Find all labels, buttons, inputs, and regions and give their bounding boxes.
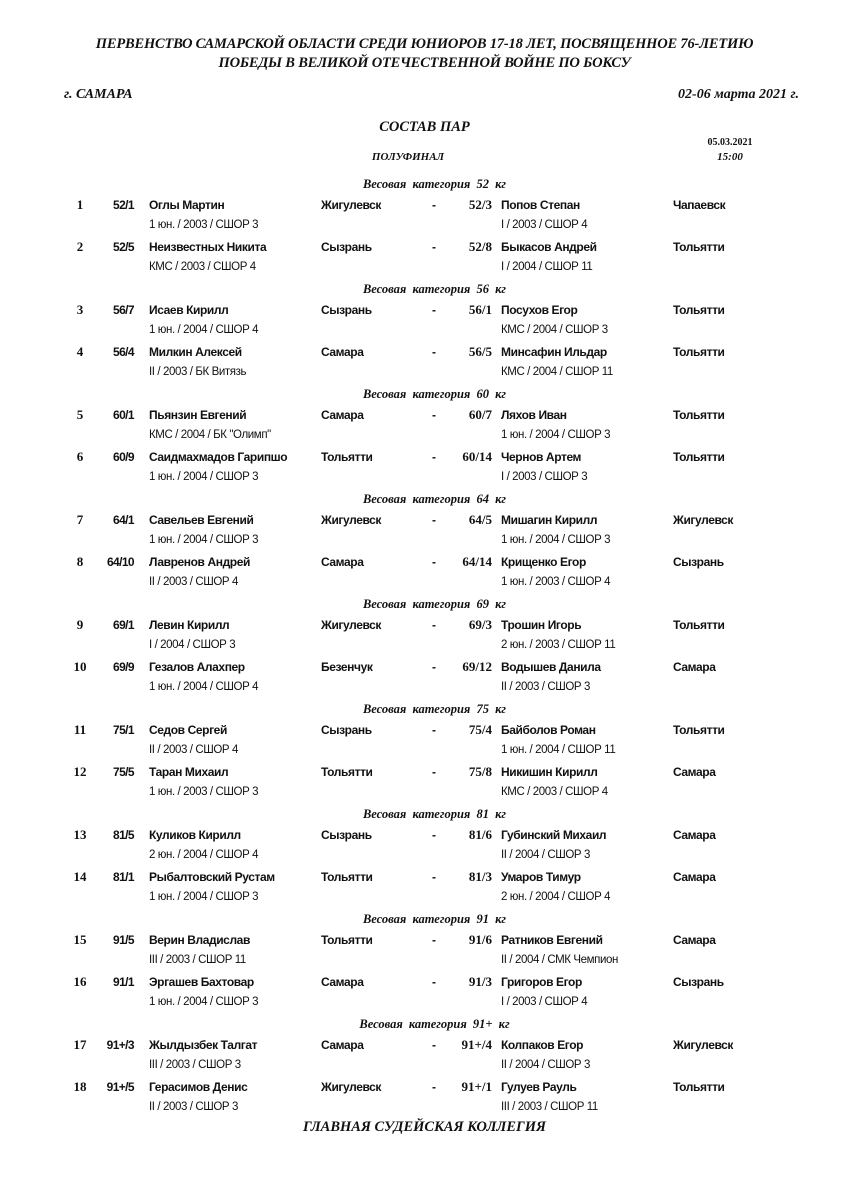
pairs-table [0, 174, 849, 1119]
blue-corner-name: Попов Степан [501, 198, 580, 212]
blue-corner-name: Крищенко Егор [501, 555, 586, 569]
red-corner-city: Жигулевск [321, 1080, 382, 1094]
red-corner-name: Пьянзин Евгений [149, 408, 247, 422]
blue-corner-id: 91+/1 [461, 1079, 492, 1094]
city-label: г. САМАРА [64, 87, 133, 102]
blue-corner-name: Губинский Михаил [501, 828, 607, 842]
bout-row [0, 615, 849, 657]
footer-jury: ГЛАВНАЯ СУДЕЙСКАЯ КОЛЛЕГИЯ [302, 1119, 547, 1135]
blue-corner-info: II / 2004 / СМК Чемпион [501, 954, 618, 966]
red-corner-city: Сызрань [321, 723, 372, 737]
bout-number: 18 [73, 1079, 87, 1094]
blue-corner-info: I / 2004 / СШОР 11 [501, 261, 593, 273]
blue-corner-id: 52/3 [468, 197, 492, 212]
blue-corner-id: 60/7 [468, 407, 492, 422]
separator: - [432, 723, 436, 737]
separator: - [432, 933, 436, 947]
red-corner-name: Оглы Мартин [149, 198, 225, 212]
bout-number: 8 [76, 554, 84, 569]
blue-corner-info: 2 юн. / 2003 / СШОР 11 [501, 639, 616, 651]
bout-number: 13 [73, 827, 87, 842]
red-corner-id: 56/4 [113, 345, 134, 359]
blue-corner-id: 75/8 [468, 764, 492, 779]
red-corner-info: I / 2004 / СШОР 3 [149, 639, 236, 651]
separator: - [432, 198, 436, 212]
red-corner-city: Сызрань [321, 240, 372, 254]
bout-number: 1 [76, 197, 84, 212]
blue-corner-city: Самара [673, 933, 716, 947]
blue-corner-name: Гулуев Рауль [501, 1080, 577, 1094]
blue-corner-name: Григоров Егор [501, 975, 582, 989]
blue-corner-id: 81/3 [468, 869, 492, 884]
session-date: 05.03.2021 [707, 137, 753, 148]
blue-corner-id: 56/1 [468, 302, 492, 317]
blue-corner-info: КМС / 2004 / СШОР 3 [501, 324, 608, 336]
blue-corner-info: I / 2003 / СШОР 3 [501, 471, 588, 483]
separator: - [432, 975, 436, 989]
red-corner-name: Рыбалтовский Рустам [149, 870, 275, 884]
weight-category-header: Весовая категория 56 кг [362, 282, 507, 296]
red-corner-info: 1 юн. / 2004 / СШОР 3 [149, 534, 259, 546]
red-corner-city: Тольятти [321, 765, 373, 779]
blue-corner-city: Тольятти [673, 1080, 725, 1094]
blue-corner-info: 1 юн. / 2004 / СШОР 3 [501, 534, 611, 546]
blue-corner-id: 91/3 [468, 974, 492, 989]
bout-number: 2 [76, 239, 84, 254]
bout-row [0, 342, 849, 384]
separator: - [432, 345, 436, 359]
red-corner-city: Безенчук [321, 660, 373, 674]
red-corner-id: 75/1 [113, 723, 134, 737]
bout-number: 9 [76, 617, 84, 632]
separator: - [432, 408, 436, 422]
red-corner-city: Самара [321, 1038, 364, 1052]
red-corner-id: 69/9 [113, 660, 134, 674]
red-corner-info: 2 юн. / 2004 / СШОР 4 [149, 849, 259, 861]
bout-number: 16 [73, 974, 87, 989]
bout-number: 3 [76, 302, 84, 317]
separator: - [432, 513, 436, 527]
blue-corner-name: Никишин Кирилл [501, 765, 598, 779]
bout-row [0, 867, 849, 909]
red-corner-info: III / 2003 / СШОР 11 [149, 954, 246, 966]
blue-corner-info: 1 юн. / 2004 / СШОР 3 [501, 429, 611, 441]
bout-row [0, 237, 849, 279]
bout-number: 17 [73, 1037, 87, 1052]
red-corner-id: 91+/3 [106, 1038, 134, 1052]
bout-row [0, 972, 849, 1014]
bout-number: 14 [73, 869, 87, 884]
red-corner-city: Самара [321, 408, 364, 422]
blue-corner-name: Ратников Евгений [501, 933, 603, 947]
red-corner-id: 69/1 [113, 618, 134, 632]
weight-category-header: Весовая категория 91 кг [362, 912, 507, 926]
weight-category-header: Весовая категория 81 кг [362, 807, 507, 821]
red-corner-info: 1 юн. / 2004 / СШОР 3 [149, 471, 259, 483]
red-corner-name: Милкин Алексей [149, 345, 242, 359]
bout-number: 10 [73, 659, 87, 674]
blue-corner-city: Самара [673, 870, 716, 884]
blue-corner-id: 52/8 [468, 239, 492, 254]
blue-corner-info: КМС / 2003 / СШОР 4 [501, 786, 608, 798]
blue-corner-name: Посухов Егор [501, 303, 578, 317]
red-corner-name: Савельев Евгений [149, 513, 254, 527]
separator: - [432, 1080, 436, 1094]
blue-corner-city: Сызрань [673, 975, 724, 989]
blue-corner-city: Тольятти [673, 723, 725, 737]
separator: - [432, 765, 436, 779]
bout-number: 4 [76, 344, 84, 359]
blue-corner-city: Жигулевск [673, 513, 734, 527]
red-corner-info: 1 юн. / 2004 / СШОР 3 [149, 996, 259, 1008]
blue-corner-name: Колпаков Егор [501, 1038, 584, 1052]
weight-category-header: Весовая категория 52 кг [362, 177, 507, 191]
bout-row [0, 825, 849, 867]
bout-number: 6 [76, 449, 84, 464]
blue-corner-info: II / 2004 / СШОР 3 [501, 1059, 590, 1071]
blue-corner-city: Тольятти [673, 240, 725, 254]
bout-number: 11 [73, 722, 87, 737]
red-corner-info: 1 юн. / 2004 / СШОР 4 [149, 681, 259, 693]
blue-corner-info: II / 2003 / СШОР 3 [501, 681, 590, 693]
blue-corner-info: II / 2004 / СШОР 3 [501, 849, 590, 861]
red-corner-id: 81/5 [113, 828, 134, 842]
red-corner-info: КМС / 2004 / БК "Олимп" [149, 429, 271, 441]
separator: - [432, 555, 436, 569]
red-corner-id: 91/5 [113, 933, 134, 947]
weight-category-header: Весовая категория 91+ кг [359, 1017, 510, 1031]
red-corner-name: Эргашев Бахтовар [149, 975, 254, 989]
separator: - [432, 618, 436, 632]
blue-corner-info: 1 юн. / 2003 / СШОР 4 [501, 576, 611, 588]
separator: - [432, 450, 436, 464]
blue-corner-city: Сызрань [673, 555, 724, 569]
red-corner-info: II / 2003 / СШОР 3 [149, 1101, 238, 1113]
red-corner-name: Неизвестных Никита [149, 240, 267, 254]
red-corner-city: Жигулевск [321, 198, 382, 212]
weight-category-header: Весовая категория 64 кг [362, 492, 507, 506]
bout-row [0, 510, 849, 552]
red-corner-info: 1 юн. / 2004 / СШОР 3 [149, 891, 259, 903]
title-line-2: ПОБЕДЫ В ВЕЛИКОЙ ОТЕЧЕСТВЕННОЙ ВОЙНЕ ПО БОКСУ [218, 55, 631, 71]
red-corner-name: Герасимов Денис [149, 1080, 248, 1094]
red-corner-id: 52/5 [113, 240, 134, 254]
bout-number: 12 [73, 764, 87, 779]
red-corner-id: 91/1 [113, 975, 134, 989]
red-corner-info: 1 юн. / 2004 / СШОР 4 [149, 324, 259, 336]
separator: - [432, 870, 436, 884]
red-corner-city: Самара [321, 345, 364, 359]
event-dates: 02-06 марта 2021 г. [678, 87, 799, 102]
blue-corner-city: Тольятти [673, 450, 725, 464]
session-time: 15:00 [717, 151, 743, 163]
blue-corner-city: Тольятти [673, 618, 725, 632]
red-corner-info: 1 юн. / 2003 / СШОР 3 [149, 786, 259, 798]
blue-corner-name: Быкасов Андрей [501, 240, 597, 254]
red-corner-id: 60/9 [113, 450, 134, 464]
blue-corner-id: 75/4 [468, 722, 492, 737]
red-corner-info: II / 2003 / СШОР 4 [149, 744, 238, 756]
blue-corner-city: Тольятти [673, 345, 725, 359]
red-corner-info: II / 2003 / СШОР 4 [149, 576, 238, 588]
blue-corner-name: Минсафин Ильдар [501, 345, 607, 359]
red-corner-info: II / 2003 / БК Витязь [149, 366, 247, 378]
red-corner-name: Исаев Кирилл [149, 303, 229, 317]
blue-corner-id: 60/14 [462, 449, 492, 464]
red-corner-info: III / 2003 / СШОР 3 [149, 1059, 241, 1071]
bout-row [0, 720, 849, 762]
document-title: СОСТАВ ПАР [379, 119, 470, 135]
blue-corner-name: Мишагин Кирилл [501, 513, 598, 527]
blue-corner-info: I / 2003 / СШОР 4 [501, 219, 588, 231]
red-corner-id: 60/1 [113, 408, 134, 422]
red-corner-name: Седов Сергей [149, 723, 227, 737]
blue-corner-name: Байболов Роман [501, 723, 596, 737]
red-corner-id: 75/5 [113, 765, 134, 779]
red-corner-name: Куликов Кирилл [149, 828, 241, 842]
bout-row [0, 405, 849, 447]
blue-corner-city: Тольятти [673, 408, 725, 422]
blue-corner-info: III / 2003 / СШОР 11 [501, 1101, 598, 1113]
blue-corner-id: 64/14 [462, 554, 492, 569]
separator: - [432, 303, 436, 317]
blue-corner-id: 91+/4 [461, 1037, 492, 1052]
blue-corner-info: I / 2003 / СШОР 4 [501, 996, 588, 1008]
separator: - [432, 240, 436, 254]
blue-corner-info: 2 юн. / 2004 / СШОР 4 [501, 891, 611, 903]
blue-corner-id: 64/5 [468, 512, 492, 527]
blue-corner-id: 69/12 [462, 659, 492, 674]
red-corner-name: Лавренов Андрей [149, 555, 250, 569]
separator: - [432, 828, 436, 842]
bout-row [0, 552, 849, 594]
blue-corner-city: Самара [673, 765, 716, 779]
red-corner-city: Сызрань [321, 303, 372, 317]
blue-corner-name: Ляхов Иван [501, 408, 567, 422]
blue-corner-name: Трошин Игорь [501, 618, 582, 632]
blue-corner-city: Самара [673, 828, 716, 842]
bout-row [0, 762, 849, 804]
red-corner-id: 52/1 [113, 198, 134, 212]
blue-corner-name: Водышев Данила [501, 660, 601, 674]
bout-row [0, 657, 849, 699]
red-corner-info: КМС / 2003 / СШОР 4 [149, 261, 256, 273]
bout-number: 7 [76, 512, 84, 527]
blue-corner-info: 1 юн. / 2004 / СШОР 11 [501, 744, 616, 756]
bout-number: 5 [76, 407, 84, 422]
blue-corner-city: Жигулевск [673, 1038, 734, 1052]
blue-corner-city: Тольятти [673, 303, 725, 317]
bout-row [0, 195, 849, 237]
red-corner-name: Таран Михаил [149, 765, 229, 779]
bout-row [0, 930, 849, 972]
red-corner-id: 81/1 [113, 870, 134, 884]
weight-category-header: Весовая категория 69 кг [362, 597, 507, 611]
red-corner-city: Сызрань [321, 828, 372, 842]
red-corner-name: Саидмахмадов Гарипшо [149, 450, 288, 464]
red-corner-id: 56/7 [113, 303, 134, 317]
separator: - [432, 660, 436, 674]
red-corner-id: 64/10 [106, 555, 134, 569]
blue-corner-id: 91/6 [468, 932, 492, 947]
blue-corner-id: 69/3 [468, 617, 492, 632]
blue-corner-id: 81/6 [468, 827, 492, 842]
red-corner-city: Тольятти [321, 870, 373, 884]
red-corner-name: Левин Кирилл [149, 618, 230, 632]
bout-row [0, 300, 849, 342]
blue-corner-city: Самара [673, 660, 716, 674]
blue-corner-city: Чапаевск [673, 198, 726, 212]
red-corner-city: Жигулевск [321, 618, 382, 632]
blue-corner-id: 56/5 [468, 344, 492, 359]
red-corner-name: Верин Владислав [149, 933, 250, 947]
weight-category-header: Весовая категория 75 кг [362, 702, 507, 716]
red-corner-name: Гезалов Алахпер [149, 660, 245, 674]
red-corner-info: 1 юн. / 2003 / СШОР 3 [149, 219, 259, 231]
separator: - [432, 1038, 436, 1052]
red-corner-id: 64/1 [113, 513, 134, 527]
title-line-1: ПЕРВЕНСТВО САМАРСКОЙ ОБЛАСТИ СРЕДИ ЮНИОРОВ 17-18 ЛЕТ, ПОСВЯЩЕННОЕ 76-ЛЕТИЮ [95, 36, 754, 52]
red-corner-id: 91+/5 [106, 1080, 134, 1094]
bout-row [0, 1077, 849, 1119]
blue-corner-name: Чернов Артем [501, 450, 582, 464]
weight-category-header: Весовая категория 60 кг [362, 387, 507, 401]
blue-corner-name: Умаров Тимур [501, 870, 581, 884]
bout-row [0, 447, 849, 489]
red-corner-city: Тольятти [321, 450, 373, 464]
stage-label: ПОЛУФИНАЛ [371, 151, 445, 163]
red-corner-city: Жигулевск [321, 513, 382, 527]
red-corner-city: Самара [321, 975, 364, 989]
bout-number: 15 [73, 932, 87, 947]
blue-corner-info: КМС / 2004 / СШОР 11 [501, 366, 613, 378]
red-corner-city: Тольятти [321, 933, 373, 947]
red-corner-city: Самара [321, 555, 364, 569]
red-corner-name: Жылдызбек Талгат [149, 1038, 258, 1052]
bout-row [0, 1035, 849, 1077]
